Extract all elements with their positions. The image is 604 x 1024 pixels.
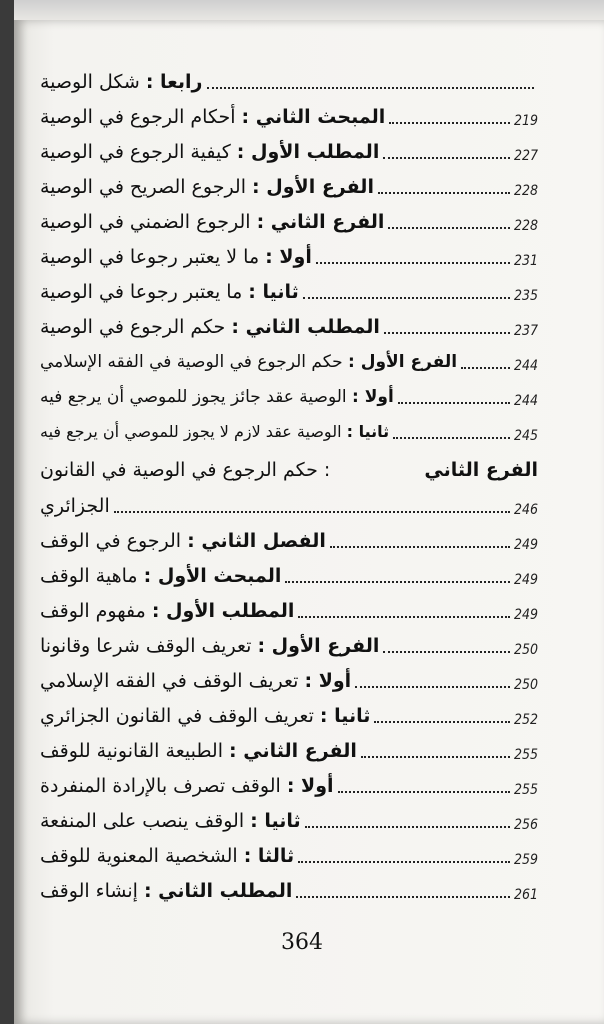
toc-entry-title: الفرع الأول : الرجوع الصريح في الوصية — [40, 176, 374, 198]
toc-page-number: 231 — [513, 253, 538, 269]
toc-leader-dots — [461, 367, 510, 369]
toc-leader-dots — [389, 122, 510, 124]
toc-page-number: 259 — [513, 852, 538, 868]
toc-page-number: 228 — [513, 183, 538, 199]
toc-leader-dots — [114, 511, 510, 513]
toc-entry — [40, 342, 538, 376]
toc-entry-title: المبحث الثاني : أحكام الرجوع في الوصية — [40, 106, 386, 128]
toc-leader-dots — [374, 721, 510, 723]
toc-entry — [40, 696, 538, 730]
toc-entry — [40, 836, 538, 870]
toc-leader-dots — [305, 826, 510, 828]
toc-leader-dots — [384, 332, 510, 334]
toc-page-number: 227 — [513, 148, 538, 164]
toc-entry — [40, 556, 538, 590]
toc-entry — [40, 871, 538, 905]
toc-entry — [40, 801, 538, 835]
toc-entry — [40, 62, 538, 96]
toc-leader-dots — [383, 157, 510, 159]
toc-entry-title: الفرع الأول : حكم الرجوع في الوصية في الفقه الإسلامي — [40, 352, 458, 372]
toc-page-number: 255 — [513, 782, 538, 798]
toc-page-number: 219 — [513, 113, 538, 129]
toc-entry — [40, 591, 538, 625]
toc-page-number: 256 — [513, 817, 538, 833]
toc-entry-title: المطلب الثاني : إنشاء الوقف — [40, 880, 293, 902]
toc-leader-dots — [316, 262, 510, 264]
toc-entry-title: الفرع الثاني : الرجوع الضمني في الوصية — [40, 211, 385, 233]
toc-page-number: 252 — [513, 712, 538, 728]
toc-entry — [40, 626, 538, 660]
toc-leader-dots — [330, 546, 510, 548]
toc-leader-dots — [361, 756, 510, 758]
toc-entry — [40, 521, 538, 555]
toc-entry-title: ثانيا : تعريف الوقف في القانون الجزائري — [40, 705, 371, 727]
toc-entry — [40, 237, 538, 271]
toc-entry-title: ثانيا : الوقف ينصب على المنفعة — [40, 810, 301, 832]
toc-page-number: 249 — [513, 607, 538, 623]
toc-entry — [40, 412, 538, 446]
toc-page-number: 244 — [513, 393, 538, 409]
toc-entry — [40, 731, 538, 765]
toc-entry-title: المبحث الأول : ماهية الوقف — [40, 565, 282, 587]
toc-entry-title: المطلب الأول : كيفية الرجوع في الوصية — [40, 141, 380, 163]
toc-entry — [40, 307, 538, 341]
page-number: 364 — [281, 930, 323, 955]
toc-entry-title: أولا : الوقف تصرف بالإرادة المنفردة — [40, 775, 334, 797]
toc-leader-dots — [303, 297, 510, 299]
toc-entry — [40, 272, 538, 306]
toc-entry-title: الفرع الثاني : الطبيعة القانونية للوقف — [40, 740, 357, 762]
toc-leader-dots — [296, 896, 510, 898]
toc-entry-title: رابعا : شكل الوصية — [40, 71, 203, 93]
toc-entry — [40, 766, 538, 800]
toc-page-number: 249 — [513, 572, 538, 588]
toc-page-number: 245 — [513, 428, 538, 444]
toc-entry-title: ثانيا : ما يعتبر رجوعا في الوصية — [40, 281, 299, 303]
toc-entry — [40, 167, 538, 201]
toc-entry-continuation-text: الجزائري — [40, 495, 110, 517]
toc-leader-dots — [338, 791, 510, 793]
toc-leader-dots — [298, 616, 510, 618]
toc-leader-dots — [355, 686, 510, 688]
toc-entry-title: أولا : ما لا يعتبر رجوعا في الوصية — [40, 246, 312, 268]
toc-page-number: 237 — [513, 323, 538, 339]
toc-page-number: 261 — [513, 887, 538, 903]
toc-page-number: 250 — [513, 642, 538, 658]
toc-entry-title: أولا : الوصية عقد جائز يجوز للموصي أن يرجع فيه — [40, 387, 394, 407]
toc-leader-dots — [298, 861, 510, 863]
toc-page-number: 228 — [513, 218, 538, 234]
toc-entry-title: الفرع الثاني : حكم الرجوع في الوصية في القانون — [40, 459, 538, 481]
toc-entry-continuation — [40, 486, 538, 520]
toc-page-number: 255 — [513, 747, 538, 763]
toc-leader-dots — [207, 87, 535, 89]
toc-entry-title: المطلب الأول : مفهوم الوقف — [40, 600, 295, 622]
toc-entry — [40, 202, 538, 236]
toc-entry — [40, 377, 538, 411]
toc-leader-dots — [383, 651, 510, 653]
toc-entry — [40, 132, 538, 166]
toc-leader-dots — [388, 227, 510, 229]
toc-leader-dots — [398, 402, 510, 404]
toc-page-number: 244 — [513, 358, 538, 374]
toc-page-number: 250 — [513, 677, 538, 693]
toc-entry-title: أولا : تعريف الوقف في الفقه الإسلامي — [40, 670, 352, 692]
toc-page-number: 235 — [513, 288, 538, 304]
toc-leader-dots — [378, 192, 510, 194]
toc-entry-title: المطلب الثاني : حكم الرجوع في الوصية — [40, 316, 380, 338]
toc-leader-dots — [285, 581, 510, 583]
toc-entry — [40, 97, 538, 131]
toc-page-number: 249 — [513, 537, 538, 553]
toc-page-number: 246 — [513, 502, 538, 518]
toc-entry-title: الفرع الأول : تعريف الوقف شرعا وقانونا — [40, 635, 380, 657]
toc-entry-title: ثالثا : الشخصية المعنوية للوقف — [40, 845, 295, 867]
toc-entry-title: ثانيا : الوصية عقد لازم لا يجوز للموصي أن يرجع فيه — [40, 422, 390, 441]
toc-entry-wrapped — [40, 450, 538, 484]
toc-entry — [40, 661, 538, 695]
toc-leader-dots — [393, 437, 510, 439]
toc-entry-title: الفصل الثاني : الرجوع في الوقف — [40, 530, 326, 552]
